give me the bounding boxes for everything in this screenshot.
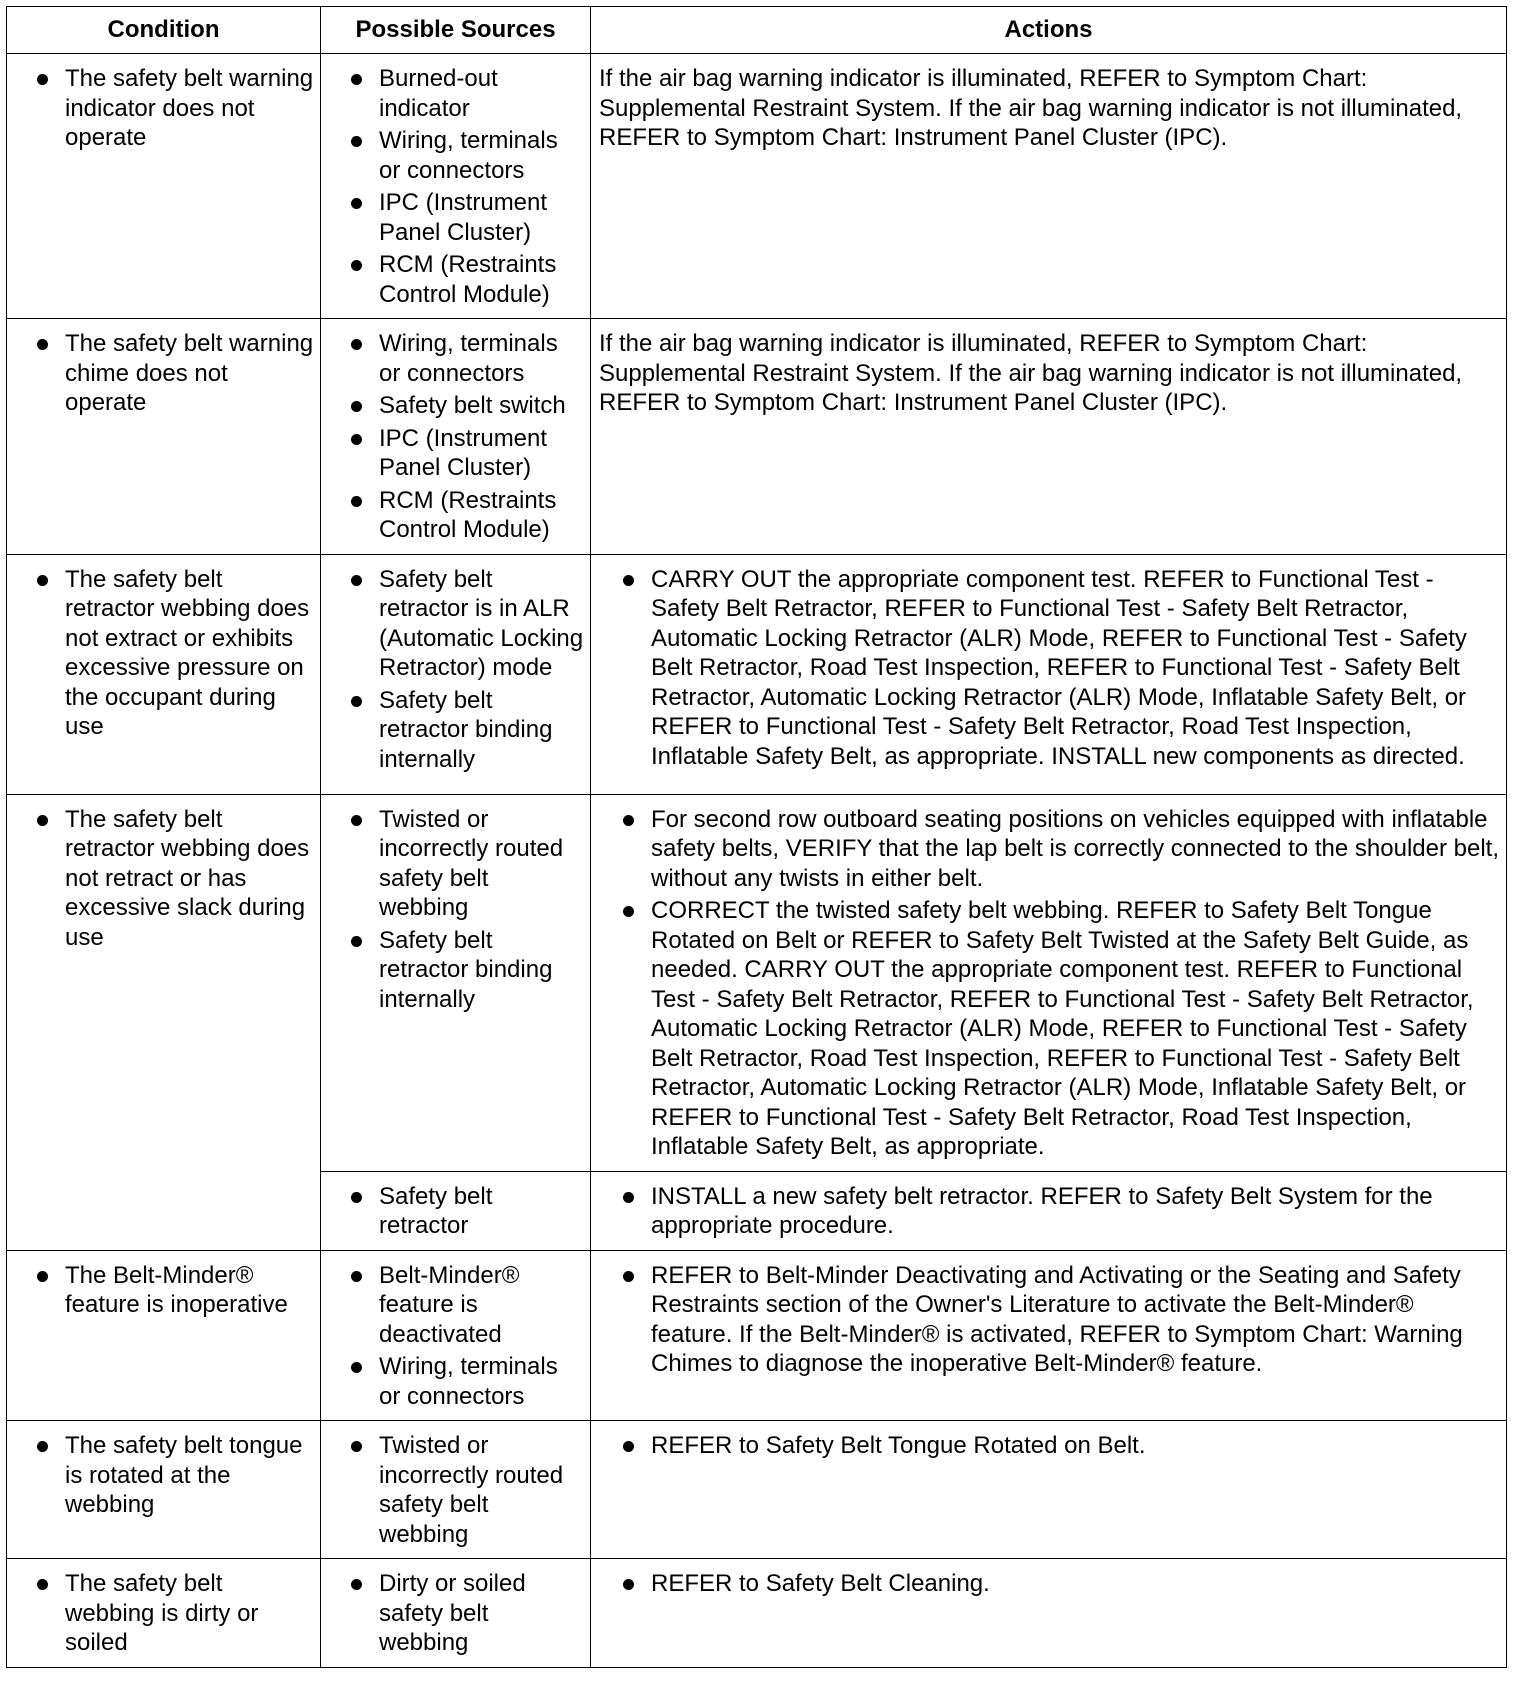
action-item: REFER to Safety Belt Cleaning. [595, 1569, 1500, 1599]
source-item: Dirty or soiled safety belt webbing [325, 1569, 584, 1658]
source-item: Wiring, terminals or connectors [325, 329, 584, 388]
source-item: Safety belt retractor binding internally [325, 926, 584, 1015]
header-actions: Actions [591, 7, 1507, 54]
source-item: Burned-out indicator [325, 64, 584, 123]
condition-cell [7, 1421, 321, 1559]
sources-cell [321, 554, 591, 794]
table-row [7, 1250, 1507, 1421]
source-item: Safety belt retractor [325, 1182, 584, 1241]
table-row [7, 54, 1507, 319]
actions-cell [591, 554, 1507, 794]
table-row [7, 1559, 1507, 1668]
source-item: Safety belt retractor binding internally [325, 686, 584, 775]
symptom-chart-table [6, 6, 1507, 1668]
condition-text: The Belt-Minder® feature is inoperative [11, 1261, 314, 1320]
source-item: Safety belt switch [325, 391, 584, 421]
condition-cell [7, 1250, 321, 1421]
source-item: Safety belt retractor is in ALR (Automatic Locking Retractor) mode [325, 565, 584, 683]
source-item: Wiring, terminals or connectors [325, 126, 584, 185]
sources-cell [321, 319, 591, 555]
action-text: If the air bag warning indicator is illuminated, REFER to Symptom Chart: Supplemental Restraint System. If the air bag warning indicator is not illuminated, REFER to Symptom Chart: Instrument Panel Cluster (IPC). [599, 330, 1463, 416]
condition-text: The safety belt webbing is dirty or soiled [11, 1569, 314, 1658]
condition-cell [7, 554, 321, 794]
actions-cell [591, 1250, 1507, 1421]
condition-text: The safety belt warning chime does not operate [11, 329, 314, 418]
table-row [7, 794, 1507, 1171]
source-item: IPC (Instrument Panel Cluster) [325, 424, 584, 483]
action-item: REFER to Safety Belt Tongue Rotated on Belt. [595, 1431, 1500, 1461]
source-item: Belt-Minder® feature is deactivated [325, 1261, 584, 1350]
sources-cell [321, 1171, 591, 1250]
action-item: INSTALL a new safety belt retractor. REFER to Safety Belt System for the appropriate procedure. [595, 1182, 1500, 1241]
condition-text: The safety belt retractor webbing does not retract or has excessive slack during use [11, 805, 314, 953]
condition-text: The safety belt warning indicator does not operate [11, 64, 314, 153]
table-row [7, 319, 1507, 555]
condition-cell [7, 319, 321, 555]
actions-cell [591, 319, 1507, 555]
table-row [7, 554, 1507, 794]
action-item: For second row outboard seating positions on vehicles equipped with inflatable safety belts, VERIFY that the lap belt is correctly connected to the shoulder belt, without any twists in either belt. [595, 805, 1500, 894]
sources-cell [321, 54, 591, 319]
header-possible-sources: Possible Sources [321, 7, 591, 54]
sources-cell [321, 1559, 591, 1668]
source-item: RCM (Restraints Control Module) [325, 486, 584, 545]
condition-cell [7, 54, 321, 319]
sources-cell [321, 1250, 591, 1421]
actions-cell [591, 794, 1507, 1171]
condition-cell [7, 1559, 321, 1668]
header-condition: Condition [7, 7, 321, 54]
actions-cell [591, 54, 1507, 319]
actions-cell [591, 1559, 1507, 1668]
action-item: CORRECT the twisted safety belt webbing. REFER to Safety Belt Tongue Rotated on Belt or REFER to Safety Belt Twisted at the Safety Belt Guide, as needed. CARRY OUT the appropriate component test. REFER to Functional Test - Safety Belt Retractor, REFER to Functional Test - Safety Belt Retractor, Automatic Locking Retractor (ALR) Mode, REFER to Functional Test - Safety Belt Retractor, Road Test Inspection, REFER to Functional Test - Safety Belt Retractor, Automatic Locking Retractor (ALR) Mode, Inflatable Safety Belt, or REFER to Functional Test - Safety Belt Retractor, Road Test Inspection, Inflatable Safety Belt, as appropriate. [595, 896, 1500, 1162]
actions-cell [591, 1421, 1507, 1559]
table-row [7, 1421, 1507, 1559]
action-item: CARRY OUT the appropriate component test. REFER to Functional Test - Safety Belt Retractor, REFER to Functional Test - Safety Belt Retractor, Automatic Locking Retractor (ALR) Mode, REFER to Functional Test - Safety Belt Retractor, Road Test Inspection, REFER to Functional Test - Safety Belt Retractor, Automatic Locking Retractor (ALR) Mode, Inflatable Safety Belt, or REFER to Functional Test - Safety Belt Retractor, Road Test Inspection, Inflatable Safety Belt, as appropriate. INSTALL new components as directed. [595, 565, 1500, 772]
source-item: Twisted or incorrectly routed safety belt webbing [325, 1431, 584, 1549]
diagnosis-table-container [6, 6, 1506, 1668]
actions-cell [591, 1171, 1507, 1250]
header-row [7, 7, 1507, 54]
source-item: Twisted or incorrectly routed safety belt webbing [325, 805, 584, 923]
condition-text: The safety belt tongue is rotated at the webbing [11, 1431, 314, 1520]
source-item: IPC (Instrument Panel Cluster) [325, 188, 584, 247]
condition-text: The safety belt retractor webbing does not extract or exhibits excessive pressure on the occupant during use [11, 565, 314, 742]
action-text: If the air bag warning indicator is illuminated, REFER to Symptom Chart: Supplemental Restraint System. If the air bag warning indicator is not illuminated, REFER to Symptom Chart: Instrument Panel Cluster (IPC). [599, 65, 1463, 151]
source-item: RCM (Restraints Control Module) [325, 250, 584, 309]
action-item: REFER to Belt-Minder Deactivating and Activating or the Seating and Safety Restraints section of the Owner's Literature to activate the Belt-Minder® feature. If the Belt-Minder® is activated, REFER to Symptom Chart: Warning Chimes to diagnose the inoperative Belt-Minder® feature. [595, 1261, 1500, 1379]
condition-cell [7, 794, 321, 1250]
sources-cell [321, 1421, 591, 1559]
source-item: Wiring, terminals or connectors [325, 1352, 584, 1411]
sources-cell [321, 794, 591, 1171]
